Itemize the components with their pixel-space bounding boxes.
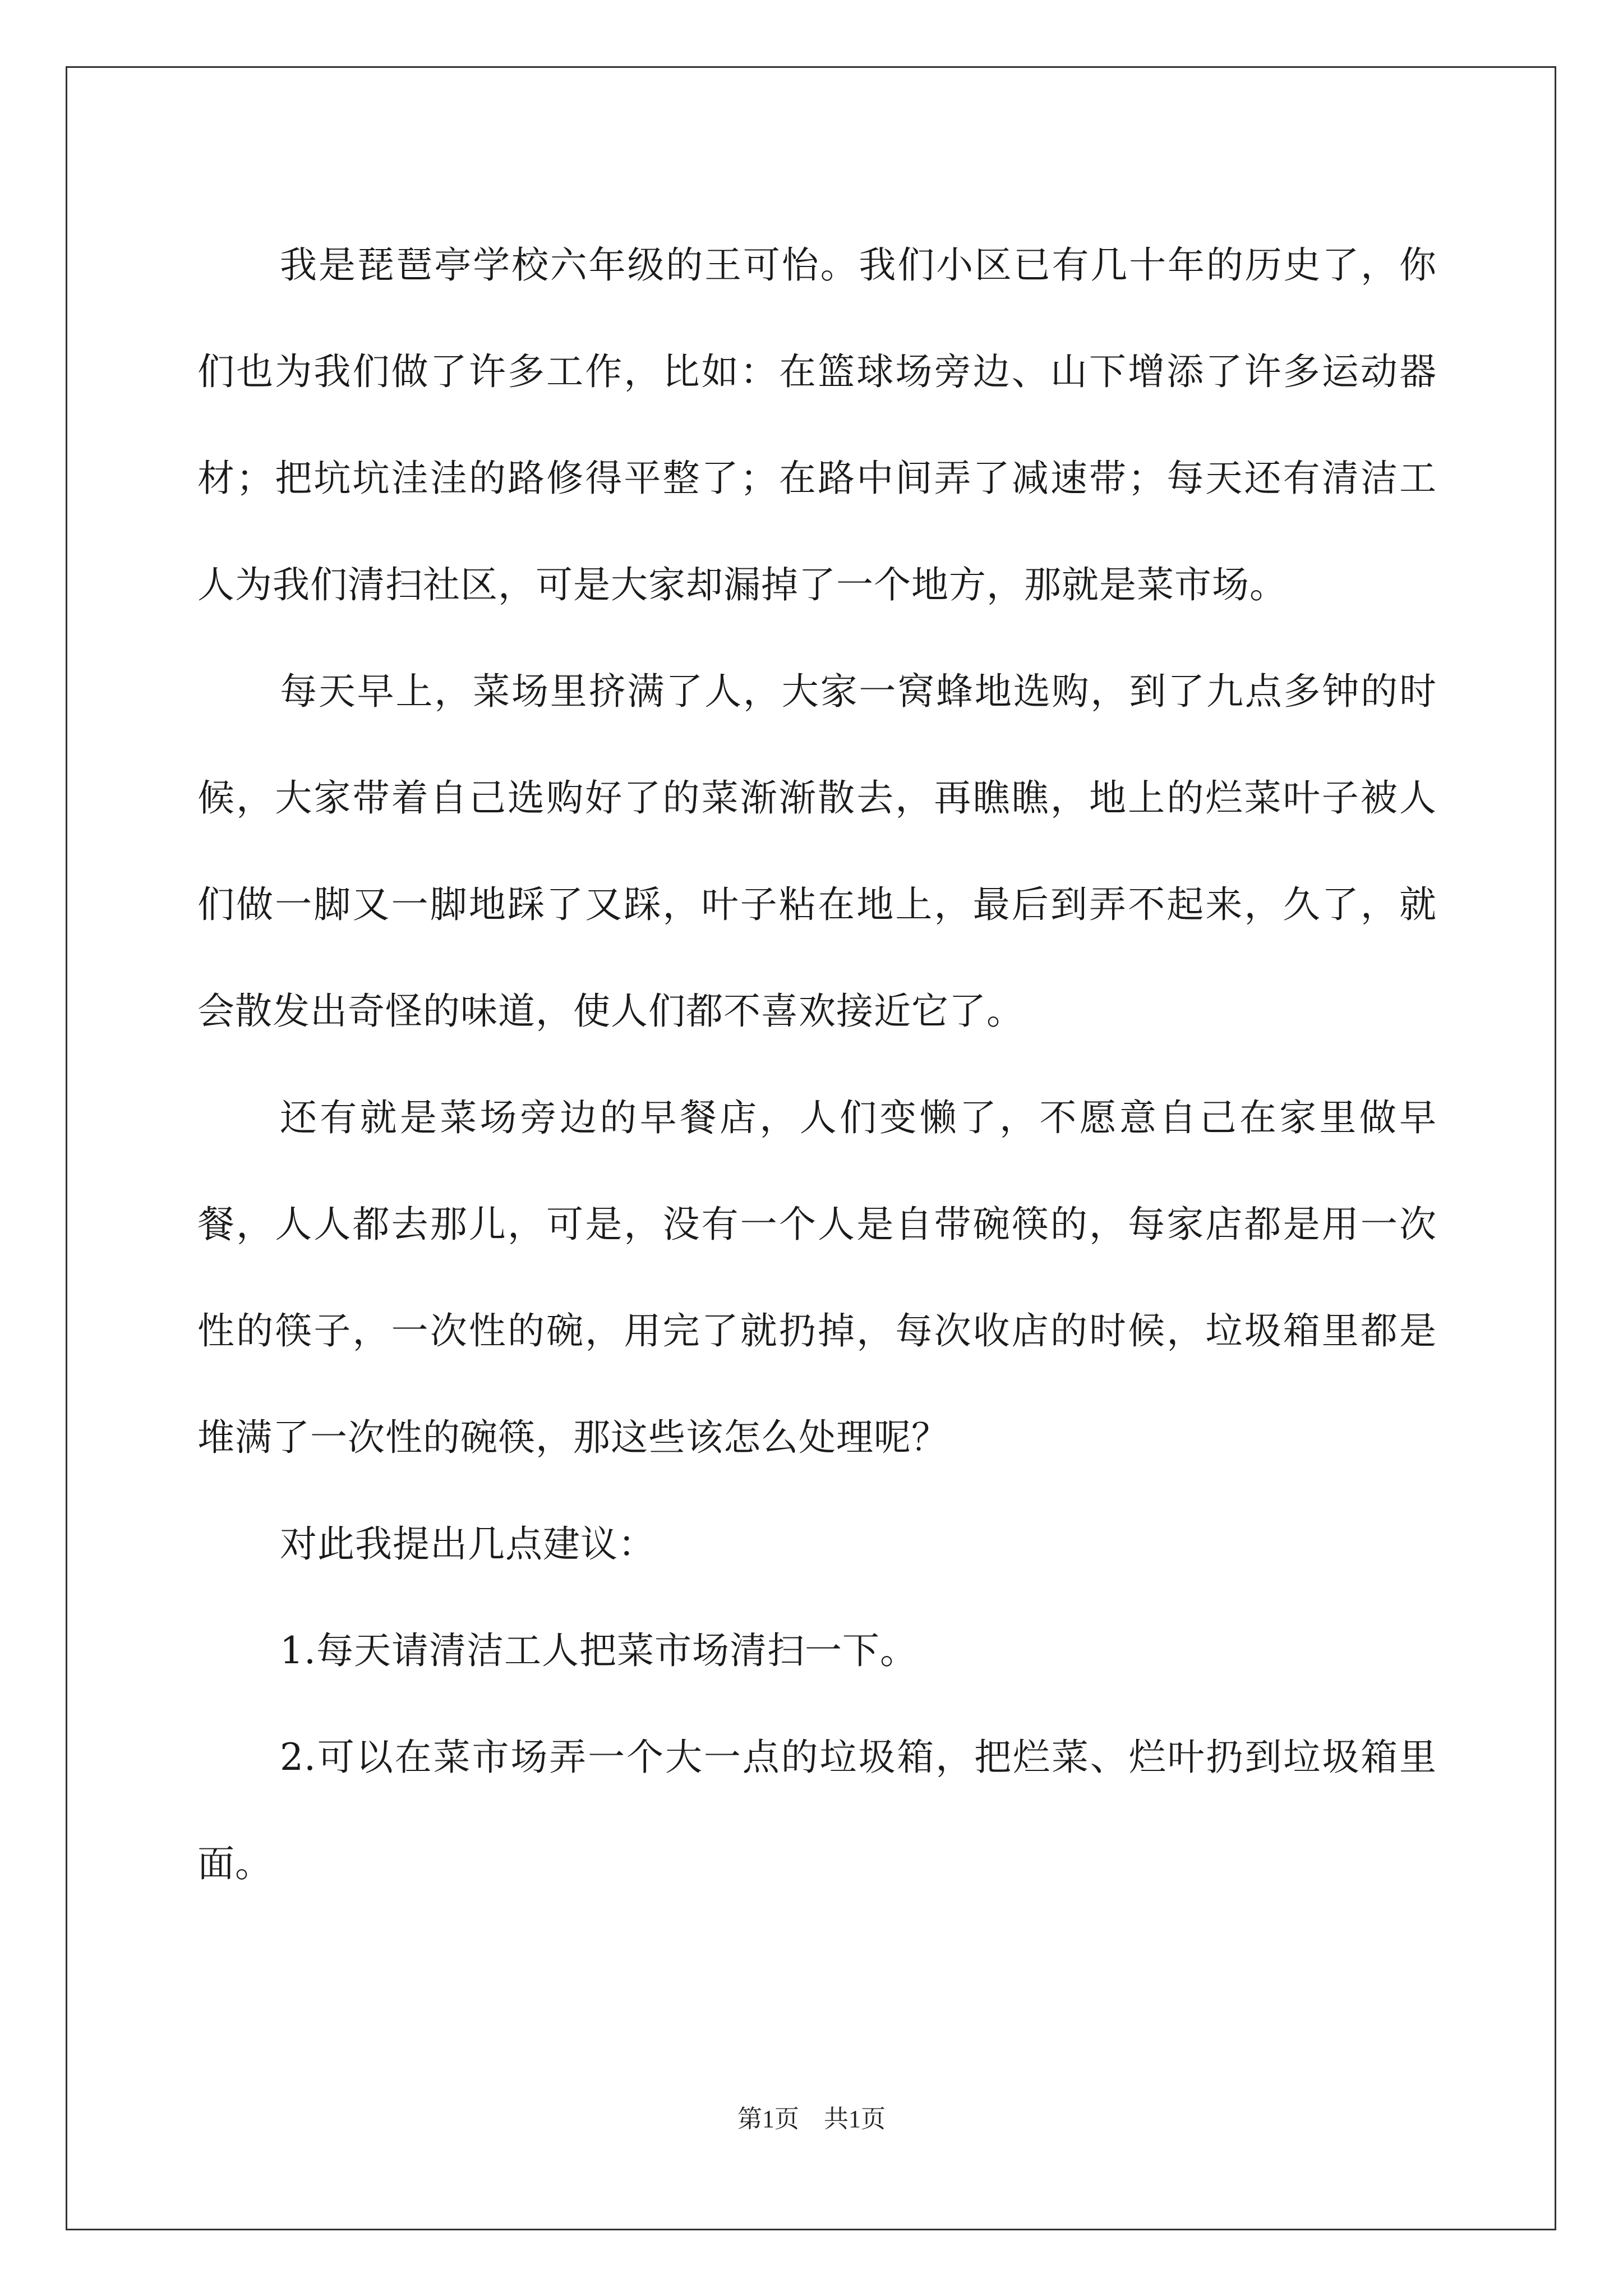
page-number: 第1页 共1页 — [737, 2105, 886, 2133]
document-body — [197, 212, 1437, 1917]
page-footer — [0, 2102, 1623, 2136]
paragraph-morning-market: 每天早上，菜场里挤满了人，大家一窝蜂地选购，到了九点多钟的时候，大家带着自己选购好了的菜渐渐散去，再瞧瞧，地上的烂菜叶子被人们做一脚又一脚地踩了又踩，叶子粘在地上，最后到弄不起来，久了，就会散发出奇怪的味道，使人们都不喜欢接近它了。 — [197, 670, 1437, 1033]
suggestion-item-1: 1.每天请清洁工人把菜市场清扫一下。 — [280, 1629, 917, 1672]
suggestion-item-2: 2.可以在菜市场弄一个大一点的垃圾箱，把烂菜、烂叶扔到垃圾箱里面。 — [197, 1736, 1437, 1885]
paragraph-intro: 我是琵琶亭学校六年级的王可怡。我们小区已有几十年的历史了，你们也为我们做了许多工作，比如：在篮球场旁边、山下增添了许多运动器材；把坑坑洼洼的路修得平整了；在路中间弄了减速带；每天还有清洁工人为我们清扫社区，可是大家却漏掉了一个地方，那就是菜市场。 — [197, 243, 1437, 606]
paragraph-suggestions-intro: 对此我提出几点建议： — [280, 1522, 656, 1566]
paragraph-breakfast-shop: 还有就是菜场旁边的早餐店，人们变懒了，不愿意自己在家里做早餐，人人都去那儿，可是，没有一个人是自带碗筷的，每家店都是用一次性的筷子，一次性的碗，用完了就扔掉，每次收店的时候，垃圾箱里都是堆满了一次性的碗筷，那这些该怎么处理呢？ — [197, 1096, 1437, 1459]
